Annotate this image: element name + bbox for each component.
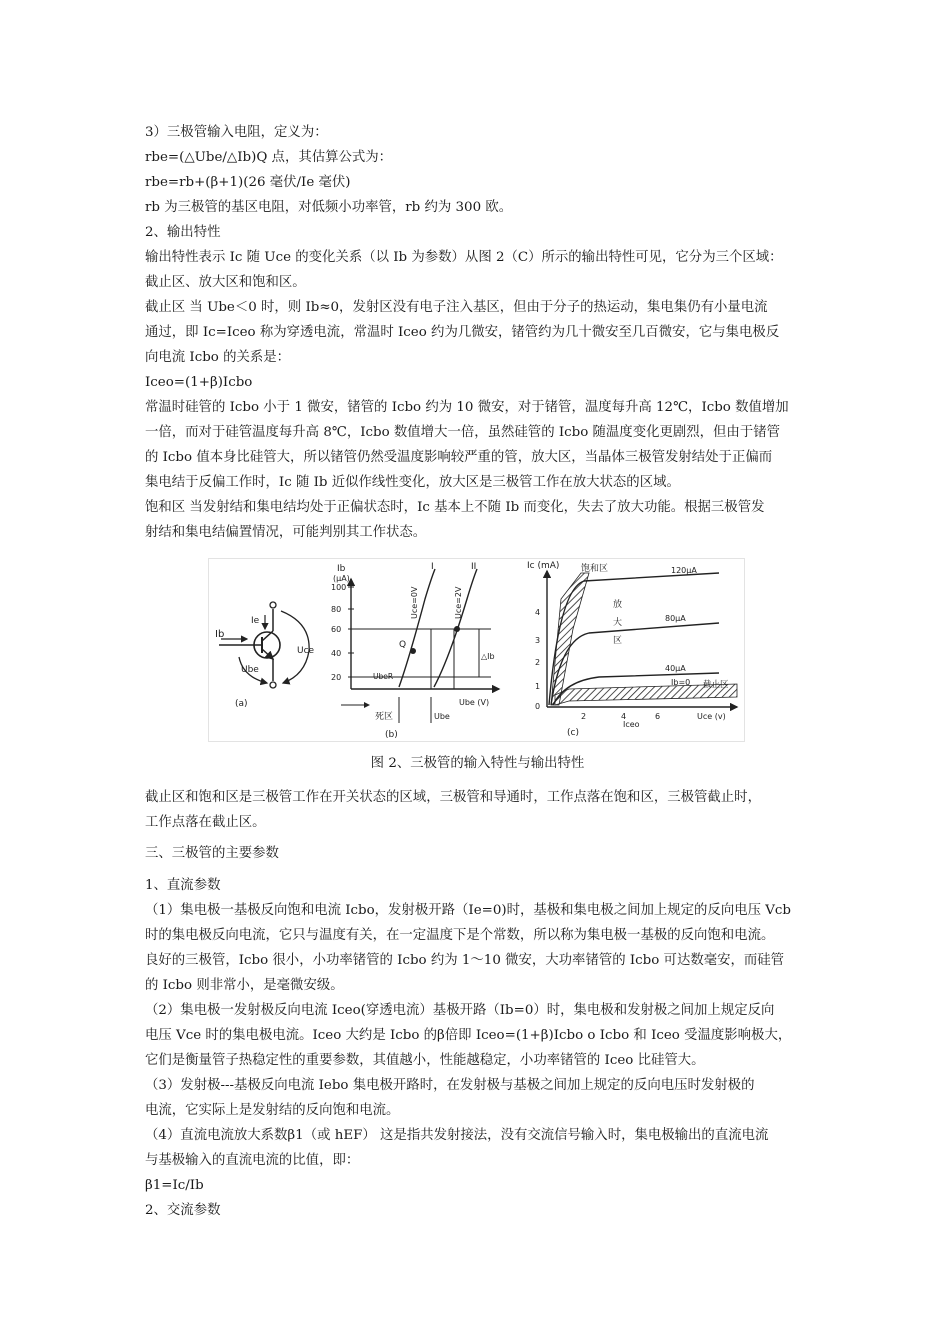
label-amp-2: 大 [613,618,623,628]
label-40ua: 40μA [665,664,686,673]
label-ube: Ube [241,665,259,675]
figure-caption: 图 2、三极管的输入特性与输出特性 [370,756,585,771]
text-line: 2、输出特性 [145,225,221,240]
y-tick-label: 0 [535,702,541,711]
label-amp-1: 放 [613,600,623,610]
curve-1-label: I [431,562,434,572]
label-uber: UbeR [373,672,394,681]
y-tick-label: 3 [535,636,541,645]
panel-c-label: (c) [567,728,579,738]
panel-c-output-characteristic [527,561,737,738]
text-line: （2）集电极一发射极反向电流 Iceo(穿透电流）基极开路（Ib=0）时，集电极和发射极之间加上规定反向 [145,1003,775,1018]
text-line: 截止区和饱和区是三极管工作在开关状态的区域，三极管和导通时，工作点落在饱和区，三极管截止时， [145,790,761,805]
x-tick-label: 4 [621,712,627,721]
text-line: 工作点落在截止区。 [145,815,266,830]
text-line: 的 Icbo 值本身比硅管大，所以锗管仍然受温度影响较严重的管，放大区，当晶体三极管发射结处于正偏而 [145,450,773,465]
label-120ua: 120μA [671,566,697,575]
panel-a-label: (a) [235,699,248,709]
text-line: 电压 Vce 时的集电极电流。Iceo 大约是 Icbo 的β倍即 Iceo=(1+β)Icbo o Icbo 和 Iceo 受温度影响极大， [145,1028,792,1043]
panel-b-label: (b) [385,730,398,740]
y-axis-label: Ic (mA) [527,561,560,571]
label-uce2: Uce=2V [454,586,463,619]
text-line: （4）直流电流放大系数β1（或 hEF） 这是指共发射接法，没有交流信号输入时，集电极输出的直流电流 [145,1128,769,1143]
panel-b-input-characteristic [331,562,499,740]
text-line: 三、三极管的主要参数 [145,846,279,861]
curve-2-label: II [471,562,477,572]
y-tick-label: 100 [331,583,347,592]
label-ube-axis: Ube [434,712,450,721]
y-tick-label: 40 [331,649,342,658]
figure-transistor-characteristics [208,558,745,742]
x-axis-label: Uce (v) [697,712,726,721]
x-axis-label: Ube (V) [459,698,490,707]
text-line: Iceo=(1+β)Icbo [145,375,253,390]
text-line: 射结和集电结偏置情况，可能判别其工作状态。 [145,525,427,540]
text-line: 电流，它实际上是发射结的反向饱和电流。 [145,1103,400,1118]
y-tick-label: 2 [535,658,541,667]
text-line: 向电流 Icbo 的关系是： [145,350,291,365]
text-line: 一倍，而对于硅管温度每升高 8℃，Icbo 数值增大一倍，虽然硅管的 Icbo 随温度变化更剧烈，但由于锗管 [145,425,780,440]
text-line: 截止区 当 Ube＜0 时，则 Ib≈0，发射区没有电子注入基区，但由于分子的热运动，集电集仍有小量电流 [145,300,768,315]
label-ie: Ie [251,616,260,626]
label-cutoff: 截止区 [703,680,729,690]
label-dead-zone: 死区 [375,712,394,722]
y-axis-label: Ib [337,564,346,574]
label-uce: Uce [297,646,315,656]
text-line: 饱和区 当发射结和集电结均处于正偏状态时，Ic 基本上不随 Ib 而变化，失去了放大功能。根据三极管发 [145,500,765,515]
text-line: （3）发射极---基极反向电流 Iebo 集电极开路时，在发射极与基极之间加上规定的反向电压时发射极的 [145,1078,755,1093]
text-line: 1、直流参数 [145,878,221,893]
text-line: β1=Ic/Ib [145,1178,204,1193]
text-line: 集电结于反偏工作时，Ic 随 Ib 近似作线性变化，放大区是三极管工作在放大状态的区域。 [145,475,680,490]
saturation-region [551,573,589,705]
text-line: rbe=(△Ube/△Ib)Q 点，其估算公式为： [145,150,393,165]
text-line: 2、交流参数 [145,1203,221,1218]
text-line: rb 为三极管的基区电阻，对低频小功率管，rb 约为 300 欧。 [145,200,513,215]
text-line: 的 Icbo 则非常小，是毫微安级。 [145,978,344,993]
label-delta-ib: △Ib [481,652,495,661]
x-tick-label: 2 [581,712,587,721]
text-line: 截止区、放大区和饱和区。 [145,275,306,290]
text-line: 3）三极管输入电阻，定义为： [145,125,328,140]
label-80ua: 80μA [665,614,686,623]
y-tick-label: 80 [331,605,342,614]
x-tick-label: 6 [655,712,661,721]
text-line: 时的集电极反向电流，它只与温度有关，在一定温度下是个常数，所以称为集电极一基极的反向饱和电流。 [145,928,775,943]
label-uce0: Uce=0V [410,586,419,619]
text-line: （1）集电极一基极反向饱和电流 Icbo，发射极开路（Ie=0)时，基极和集电极之间加上规定的反向电压 Vcb [145,903,791,918]
label-saturation: 饱和区 [581,564,609,574]
panel-a-circuit [215,602,315,709]
text-line: 通过，即 Ic=Iceo 称为穿透电流，常温时 Iceo 约为几微安，锗管约为几十微安至几百微安，它与集电极反 [145,325,780,340]
figure-svg [209,559,744,741]
y-tick-label: 20 [331,673,342,682]
text-line: 它们是衡量管子热稳定性的重要参数，其值越小，性能越稳定，小功率锗管的 Iceo 比硅管大。 [145,1053,705,1068]
q-point-2 [454,626,460,632]
label-iceo: Iceo [623,720,640,729]
label-ib: Ib [215,629,225,640]
y-tick-label: 4 [535,608,541,617]
label-amp-3: 区 [613,636,623,646]
text-line: 输出特性表示 Ic 随 Uce 的变化关系（以 Ib 为参数）从图 2（C）所示的输出特性可见，它分为三个区域： [145,250,783,265]
text-line: rbe=rb+(β+1)(26 毫伏/Ie 毫伏) [145,175,351,190]
q-point-1 [410,648,416,654]
y-axis-unit: (μA) [333,574,350,583]
text-line: 良好的三极管，Icbo 很小，小功率锗管的 Icbo 约为 1～10 微安，大功率锗管的 Icbo 可达数毫安，而硅管 [145,953,785,968]
label-q: Q [399,640,407,650]
label-ib0: Ib=0 [671,678,691,687]
text-line: 常温时硅管的 Icbo 小于 1 微安，锗管的 Icbo 约为 10 微安，对于锗管，温度每升高 12℃，Icbo 数值增加 [145,400,789,415]
y-tick-label: 60 [331,625,342,634]
y-tick-label: 1 [535,682,541,691]
text-line: 与基极输入的直流电流的比值，即： [145,1153,360,1168]
